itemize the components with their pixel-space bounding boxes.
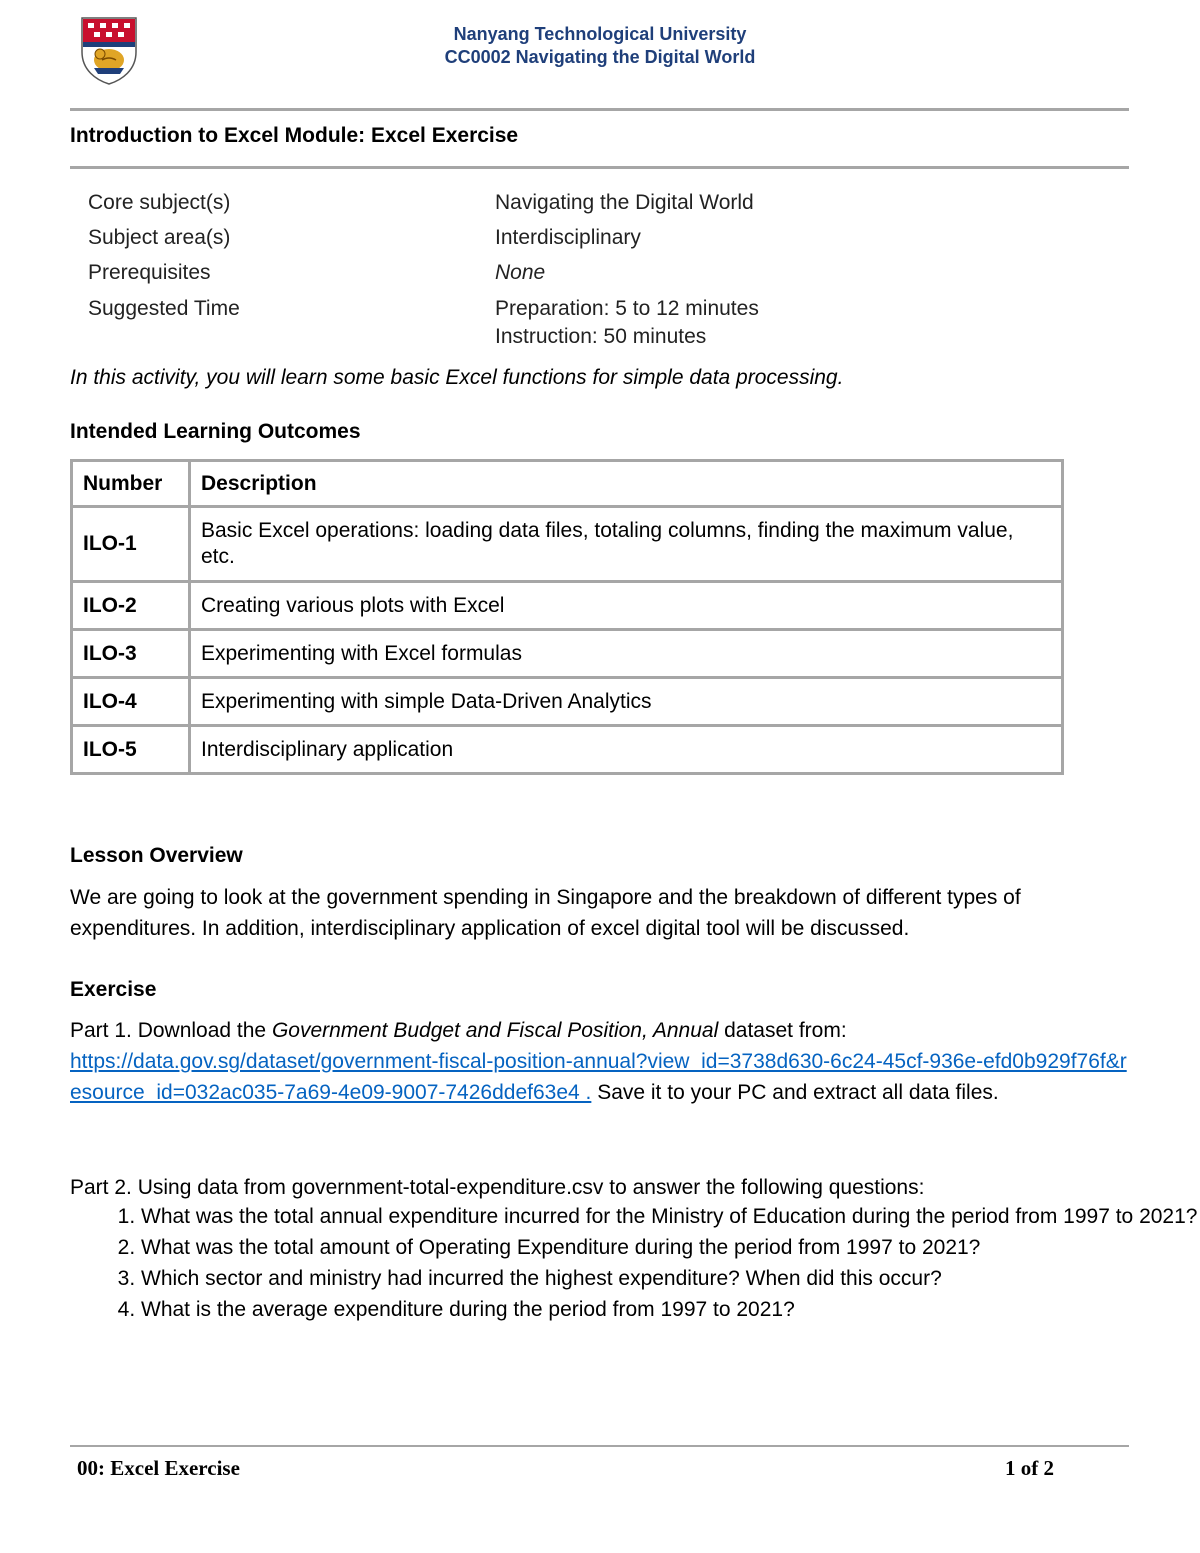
header-university: Nanyang Technological University [453, 24, 747, 44]
table-row [72, 678, 1063, 726]
part1-paragraph [70, 1015, 1135, 1108]
ilo-description: Experimenting with Excel formulas [190, 630, 1063, 678]
header-divider [70, 108, 1129, 111]
ilo-number: ILO-1 [72, 507, 190, 582]
ilo-number: ILO-5 [72, 726, 190, 774]
column-header: Number [72, 461, 190, 507]
table-row [72, 726, 1063, 774]
meta-value: Interdisciplinary [495, 226, 641, 249]
list-item: 1. What was the total annual expenditure incurred for the Ministry of Education during the period from 1997 to 2021? [141, 1201, 1200, 1232]
intro-text: In this activity, you will learn some basic Excel functions for simple data processing. [70, 366, 844, 389]
ilo-description: Experimenting with simple Data-Driven Analytics [190, 678, 1063, 726]
part2-intro: Part 2. Using data from government-total-expenditure.csv to answer the following questions: [70, 1176, 925, 1199]
part1-suffix: Save it to your PC and extract all data files. [591, 1081, 999, 1104]
footer-title: 00: Excel Exercise [77, 1456, 240, 1480]
question-list [70, 1201, 1200, 1325]
meta-value: None [495, 261, 546, 284]
ilo-number: ILO-2 [72, 582, 190, 630]
footer-divider [70, 1445, 1129, 1447]
dataset-link[interactable]: https://data.gov.sg/dataset/government-fiscal-position-annual?view_id=3738d630-6c24-45cf-936e-efd0b929f76f&resource_id=032ac035-7a69-4e09-9007-7426ddef63e4 . [70, 1050, 1127, 1104]
meta-label: Core subject(s) [88, 191, 231, 214]
title-divider [70, 166, 1129, 169]
lesson-overview-text: We are going to look at the government spending in Singapore and the breakdown of different types of expenditures. In addition, interdisciplinary application of excel digital tool will be discussed. [70, 886, 1021, 940]
table-header-row [72, 461, 1063, 507]
column-header: Description [190, 461, 1063, 507]
meta-label: Subject area(s) [88, 226, 231, 249]
ilo-number: ILO-4 [72, 678, 190, 726]
list-item: 4. What is the average expenditure during the period from 1997 to 2021? [141, 1294, 1200, 1325]
part1-mid: dataset from: [718, 1019, 847, 1042]
meta-value: Navigating the Digital World [495, 191, 754, 214]
meta-label: Suggested Time [88, 297, 240, 320]
header-course: CC0002 Navigating the Digital World [444, 47, 756, 67]
ilo-description: Basic Excel operations: loading data files, totaling columns, finding the maximum value, etc. [190, 507, 1063, 582]
part1-dataset-name: Government Budget and Fiscal Position, Annual [271, 1019, 719, 1042]
page-number: 1 of 2 [1005, 1456, 1054, 1480]
meta-value: Instruction: 50 minutes [495, 325, 707, 348]
ilo-description: Creating various plots with Excel [190, 582, 1063, 630]
lesson-overview-heading: Lesson Overview [70, 844, 243, 867]
exercise-heading: Exercise [70, 978, 157, 1001]
part1-prefix: Part 1. Download the [70, 1019, 272, 1042]
list-item: 2. What was the total amount of Operating Expenditure during the period from 1997 to 2021? [141, 1232, 1200, 1263]
meta-value: Preparation: 5 to 12 minutes [495, 297, 759, 320]
ilo-number: ILO-3 [72, 630, 190, 678]
ilo-heading: Intended Learning Outcomes [70, 420, 361, 443]
table-row [72, 630, 1063, 678]
meta-label: Prerequisites [88, 261, 211, 284]
table-row [72, 507, 1063, 582]
ilo-table [70, 459, 1064, 775]
table-row [72, 582, 1063, 630]
list-item: 3. Which sector and ministry had incurred the highest expenditure? When did this occur? [141, 1263, 1200, 1294]
page-title: Introduction to Excel Module: Excel Exercise [70, 124, 519, 147]
ilo-description: Interdisciplinary application [190, 726, 1063, 774]
